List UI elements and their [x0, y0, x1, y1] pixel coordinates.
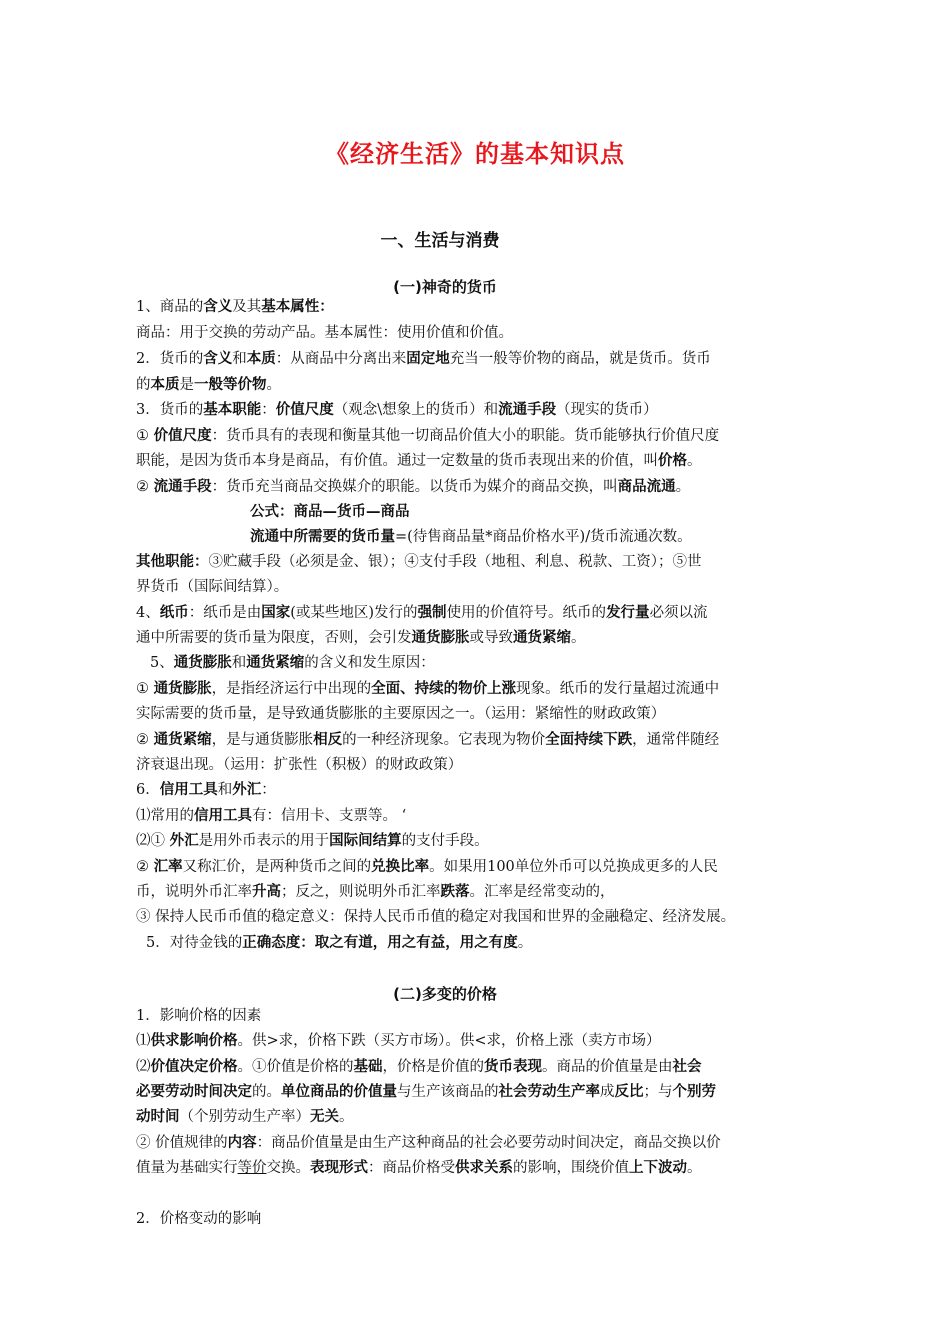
text-run: ：商品价值量是由生产这种商品的社会必要劳动时间决定，商品交换以价: [256, 1135, 721, 1151]
text-run: 5、: [150, 655, 174, 671]
text-run: ：货币充当商品交换媒介的职能。以货币为媒介的商品交换，叫: [211, 479, 618, 495]
text-line: [136, 426, 836, 446]
bold-term: 通货紧缩: [153, 732, 212, 748]
text-run: ②: [136, 859, 154, 875]
text-line: [136, 1082, 836, 1102]
text-line: [136, 780, 836, 800]
text-run: 的影响，围绕价值: [513, 1160, 629, 1176]
text-line: [136, 349, 836, 369]
text-run: 。供>求，价格下跌（买方市场）。供<求，价格上涨（卖方市场）: [237, 1033, 661, 1049]
bold-term: 流通手段: [498, 402, 557, 418]
text-run: 的。: [252, 1084, 281, 1100]
text-run: 通中所需要的货币量为限度，否则，会引发: [136, 630, 412, 646]
subsection-title-price: (二)多变的价格: [393, 985, 497, 1003]
bold-term: 动时间: [136, 1109, 180, 1125]
text-run: 使用的价值符号。纸币的: [446, 605, 607, 621]
bold-term: 含义: [203, 351, 233, 367]
bold-term: 基本属性：: [261, 299, 334, 315]
bold-term: 正确态度：取之有道，用之有益，用之有度: [242, 935, 518, 951]
text-run: 是用外币表示的用于: [198, 833, 330, 849]
text-run: ⑵①: [136, 833, 170, 849]
text-run: 有：信用卡、支票等。 ‘: [252, 808, 407, 824]
bold-term: 商品流通: [617, 479, 676, 495]
text-run: 职能，是因为货币本身是商品，有价值。通过一定数量的货币表现出来的价值，叫: [136, 453, 658, 469]
text-run: 的一种经济现象。它表现为物价: [342, 732, 546, 748]
bold-term: 汇率: [153, 859, 183, 875]
text-run: ，是指经济运行中出现的: [211, 681, 372, 697]
text-line: [136, 1133, 836, 1153]
text-run: ①: [136, 681, 154, 697]
text-run: 1、商品的: [136, 299, 204, 315]
text-run: 交换。: [266, 1160, 310, 1176]
bold-term: 兑换比率: [371, 859, 430, 875]
text-run: （观念\想象上的货币）和: [333, 402, 499, 418]
text-run: ②: [136, 479, 154, 495]
text-run: ，是与通货膨胀: [211, 732, 314, 748]
text-run: 和: [232, 351, 247, 367]
bold-term: 本质: [246, 351, 276, 367]
bold-term: 基本职能: [203, 402, 262, 418]
text-line: [136, 628, 836, 648]
text-line: [136, 477, 836, 497]
bold-term: 通货紧缩: [513, 630, 571, 646]
bold-term: 通货膨胀: [173, 655, 232, 671]
text-run: 的支付手段。: [401, 833, 489, 849]
bold-term: 价格: [658, 453, 687, 469]
text-run: ②: [136, 732, 154, 748]
bold-term: 国际间结算: [329, 833, 402, 849]
text-run: 。汇率是经常变动的，: [469, 884, 615, 900]
bold-term: 上下波动: [629, 1160, 687, 1176]
bold-term: 一般等价物: [194, 377, 267, 393]
text-run: 。: [517, 935, 533, 951]
text-run: ：从商品中分离出来: [275, 351, 407, 367]
text-run: ：纸币是由: [188, 605, 262, 621]
bold-term: 供求关系: [455, 1160, 513, 1176]
bold-term: 必要劳动时间决定: [136, 1084, 252, 1100]
text-run: ；反之，则说明外币汇率: [281, 884, 441, 900]
text-run: 5．对待金钱的: [146, 935, 243, 951]
text-line: [136, 375, 836, 395]
text-run: 。商品的价值量是由: [542, 1059, 673, 1075]
bold-term: 反比: [614, 1084, 644, 1100]
text-run: 界货币（国际间结算）。: [136, 579, 289, 595]
bold-term: 含义: [203, 299, 233, 315]
text-line: [136, 1209, 836, 1229]
text-run: 。: [266, 377, 281, 393]
bold-term: 社会: [672, 1059, 702, 1075]
text-run: 及其: [232, 299, 262, 315]
text-line: [136, 400, 836, 420]
text-line: [136, 1031, 836, 1051]
text-line: [136, 1006, 836, 1026]
formula-line: [250, 502, 950, 522]
bold-term: 固定地: [406, 351, 450, 367]
text-run: 又称汇价，是两种货币之间的: [182, 859, 372, 875]
text-run: 币，说明外币汇率: [136, 884, 252, 900]
section-title: 一、生活与消费: [380, 231, 500, 251]
text-run: 1．影响价格的因素: [136, 1008, 262, 1024]
bold-term: 内容: [227, 1135, 257, 1151]
bold-term: 价值决定价格: [150, 1059, 238, 1075]
text-run: 必须以流: [649, 605, 708, 621]
text-run: ①: [136, 428, 154, 444]
text-run: 。: [687, 453, 702, 469]
text-run: ⑴: [136, 1033, 151, 1049]
bold-term: 全面持续下跌: [545, 732, 633, 748]
bold-term: 单位商品的价值量: [281, 1084, 397, 1100]
text-run: （现实的货币）: [556, 402, 658, 418]
bold-term: 其他职能：: [136, 554, 209, 570]
text-run: ，价格是价值的: [382, 1059, 484, 1075]
bold-term: 外汇: [232, 782, 262, 798]
text-run: (或某些地区)发行的: [290, 605, 418, 621]
bold-term: 纸币: [159, 605, 189, 621]
text-run: ③贮藏手段（必须是金、银）；④支付手段（地租、利息、税款、工资）；⑤世: [208, 554, 702, 570]
text-line: [136, 679, 836, 699]
bold-term: 社会劳动生产率: [498, 1084, 600, 1100]
text-line: [136, 552, 836, 572]
text-line: [136, 577, 836, 597]
text-run: ：: [261, 782, 276, 798]
text-run: ，通常伴随经: [632, 732, 720, 748]
text-run: ⑴常用的: [136, 808, 194, 824]
text-run: 。: [339, 1109, 354, 1125]
text-run: 的含义和发生原因：: [304, 655, 435, 671]
text-run: ③ 保持人民币币值的稳定意义：保持人民币币值的稳定对我国和世界的金融稳定、经济发展。: [136, 909, 736, 925]
text-run: 。: [687, 1160, 702, 1176]
text-run: ；与: [643, 1084, 673, 1100]
text-run: 值量为基础实行: [136, 1160, 238, 1176]
bold-term: 发行量: [606, 605, 650, 621]
bold-term: 全面、持续的物价上涨: [371, 681, 517, 697]
bold-term: 国家: [261, 605, 291, 621]
text-line: [136, 806, 836, 826]
bold-term: 货币表现: [484, 1059, 542, 1075]
bold-term: 表现形式: [310, 1160, 368, 1176]
text-run: 与生产该商品的: [397, 1084, 499, 1100]
bold-term: 价值尺度: [153, 428, 212, 444]
bold-term: 通货膨胀: [153, 681, 212, 697]
text-run: 成: [600, 1084, 615, 1100]
text-run: =(待售商品量*商品价格水平)/货币流通次数。: [395, 529, 692, 545]
text-run: 。如果用100单位外币可以兑换成更多的人民: [429, 859, 718, 875]
text-line: [146, 933, 846, 953]
text-run: 现象。纸币的发行量超过流通中: [516, 681, 720, 697]
bold-term: 外汇: [169, 833, 199, 849]
text-run: 2．价格变动的影响: [136, 1211, 262, 1227]
text-line: [136, 704, 836, 724]
text-line: [136, 907, 836, 927]
bold-term: 供求影响价格: [150, 1033, 238, 1049]
text-line: [136, 1158, 836, 1178]
bold-term: 个别劳: [672, 1084, 716, 1100]
text-line: [136, 882, 836, 902]
bold-term: 升高: [252, 884, 281, 900]
text-run: ⑵: [136, 1059, 151, 1075]
text-run: ：: [261, 402, 276, 418]
text-line: [136, 603, 836, 623]
text-run: 或导致: [469, 630, 513, 646]
text-run: ：货币具有的表现和衡量其他一切商品价值大小的职能。货币能够执行价值尺度: [211, 428, 720, 444]
text-run: 。①价值是价格的: [237, 1059, 354, 1075]
text-line: [136, 730, 836, 750]
text-run: 。: [571, 630, 586, 646]
text-line: [136, 857, 836, 877]
text-run: 2．货币的: [136, 351, 204, 367]
bold-term: 信用工具: [159, 782, 218, 798]
text-line: [136, 297, 836, 317]
text-run: 济衰退出现。（运用：扩张性（积极）的财政政策）: [136, 757, 463, 773]
text-line: [150, 653, 850, 673]
bold-term: 通货膨胀: [411, 630, 470, 646]
bold-term: 信用工具: [194, 808, 252, 824]
text-run: 4、: [136, 605, 160, 621]
text-line: [136, 755, 836, 775]
text-run: 3．货币的: [136, 402, 204, 418]
bold-term: 基础: [353, 1059, 383, 1075]
subsection-title-money: (一)神奇的货币: [393, 278, 497, 296]
bold-term: 通货紧缩: [246, 655, 305, 671]
text-line: [136, 1057, 836, 1077]
text-run: 。: [675, 479, 691, 495]
text-line: [136, 1107, 836, 1127]
text-line: [136, 831, 836, 851]
bold-term: 价值尺度: [275, 402, 334, 418]
bold-term: 跌落: [440, 884, 470, 900]
text-run: 和: [217, 782, 233, 798]
bold-term: 无关: [310, 1109, 339, 1125]
bold-term: 相反: [313, 732, 343, 748]
formula-line: [250, 527, 950, 547]
bold-term: 强制: [417, 605, 447, 621]
text-run: 是: [179, 377, 194, 393]
text-run: 实际需要的货币量，是导致通货膨胀的主要原因之一。（运用：紧缩性的财政政策）: [136, 706, 666, 722]
bold-term: 本质: [150, 377, 180, 393]
text-run: ② 价值规律的: [136, 1135, 228, 1151]
text-run: 商品：用于交换的劳动产品。基本属性：使用价值和价值。: [136, 325, 513, 341]
text-run: ：商品价格受: [368, 1160, 455, 1176]
underlined-term: 等价: [237, 1160, 267, 1176]
text-line: [136, 323, 836, 343]
text-line: [136, 451, 836, 471]
text-run: 和: [231, 655, 247, 671]
document-title: 《经济生活》的基本知识点: [325, 140, 625, 168]
bold-term: 公式：商品—货币—商品: [250, 504, 410, 520]
text-run: 6．: [136, 782, 160, 798]
text-run: （个别劳动生产率）: [179, 1109, 310, 1125]
bold-term: 流通手段: [153, 479, 212, 495]
text-run: 充当一般等价物的商品，就是货币。货币: [449, 351, 711, 367]
text-run: 的: [136, 377, 151, 393]
bold-term: 流通中所需要的货币量: [250, 529, 395, 545]
